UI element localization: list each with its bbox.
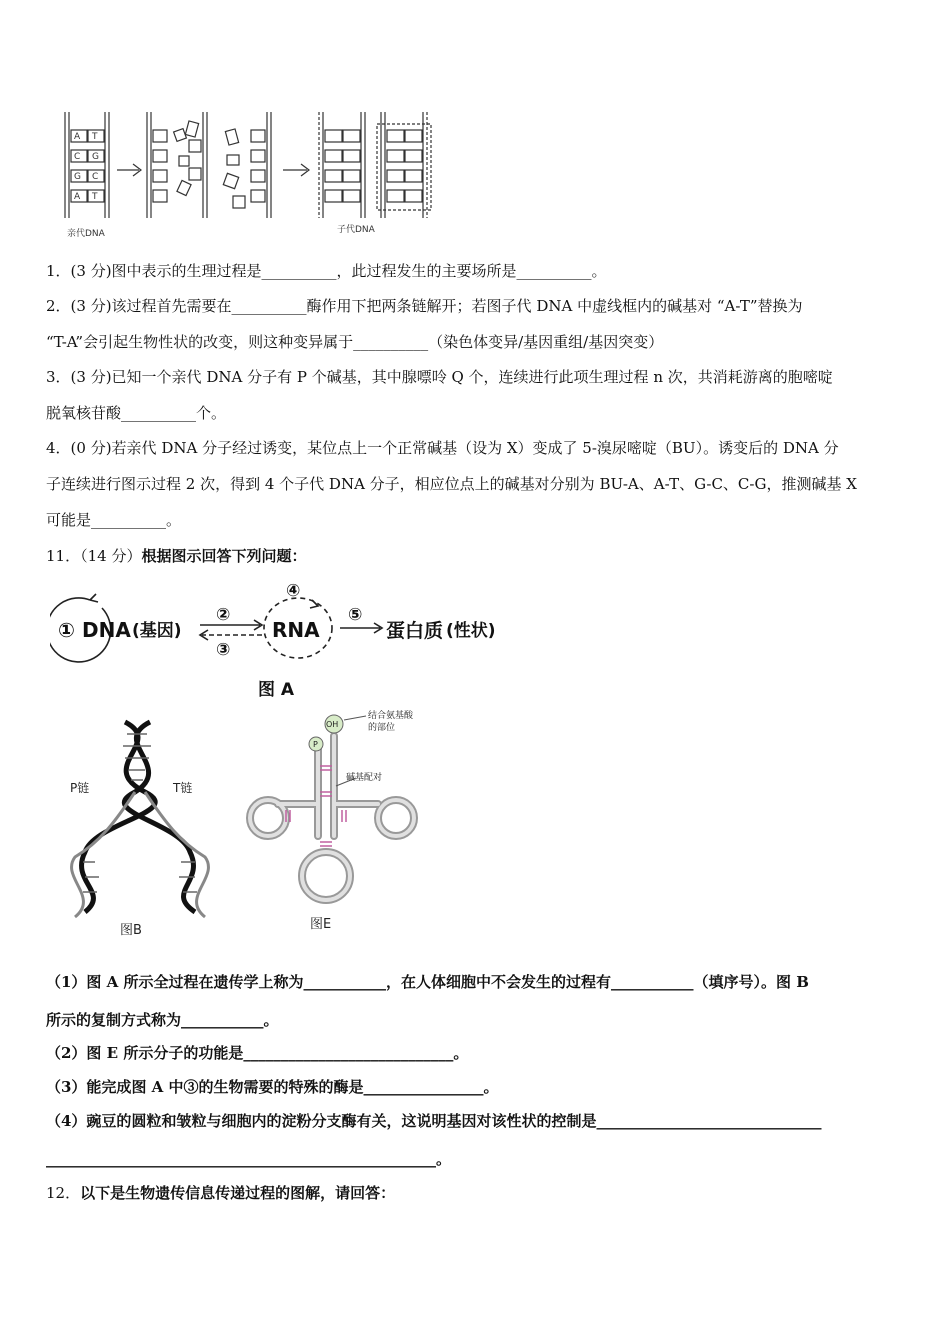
parent-dna-label: 亲代DNA <box>67 229 105 239</box>
q10-part4-line1: 4．(0 分)若亲代 DNA 分子经过诱变，某位点上一个正常碱基（设为 X）变成了 5-溴尿嘧啶（BU）。诱变后的 DNA 分 <box>46 439 839 457</box>
fig-a-caption: 图 A <box>258 680 295 700</box>
fig-e-caption: 图E <box>310 917 332 932</box>
free-nucleotides-diagram <box>223 112 271 218</box>
q12-number: 12． <box>46 1184 81 1202</box>
q10-part2-line1: 2．(3 分)该过程首先需要在__________酶作用下把两条链解开；若图子代 DNA 中虚线框内的碱基对 “A-T”替换为 <box>46 297 803 315</box>
q11-title: 根据图示回答下列问题： <box>141 547 307 565</box>
parent-base-g2: G <box>74 172 81 182</box>
q10-part4-line2: 子连续进行图示过程 2 次，得到 4 个子代 DNA 分子，相应位点上的碱基对分别为 BU-A、A-T、G-C、C-G，推测碱基 X <box>46 475 857 493</box>
child-dna-diagram <box>319 112 431 218</box>
parent-base-t2: T <box>92 192 98 202</box>
t-chain-label: T链 <box>173 781 193 795</box>
fig-a-protein: 蛋白质 <box>386 620 444 642</box>
fig-a-trait: (性状) <box>446 621 496 641</box>
q11-part2: （2）图 E 所示分子的功能是____________________________。 <box>46 1044 469 1062</box>
q11-part1-line2: 所示的复制方式称为___________。 <box>46 1011 279 1029</box>
fig-b-caption: 图B <box>120 923 142 938</box>
q10-part1: 1．(3 分)图中表示的生理过程是__________，此过程发生的主要场所是__________。 <box>46 262 607 280</box>
fig-a-circle-1: ① <box>58 618 75 642</box>
parent-base-c2: C <box>92 172 99 182</box>
oh-label: OH <box>326 720 339 729</box>
q11-part4-line2: ____________________________________________________。 <box>46 1150 452 1168</box>
q10-part2-line2: “T-A”会引起生物性状的改变，则这种变异属于__________（染色体变异/基因重组/基因突变） <box>46 333 664 351</box>
q10-part3-line2: 脱氧核苷酸__________个。 <box>46 404 227 422</box>
parent-base-t: T <box>92 132 98 142</box>
fig-a-rna: RNA <box>272 618 320 642</box>
q11-part1-line1: （1）图 A 所示全过程在遗传学上称为___________，在人体细胞中不会发生的过程有___________（填序号）。图 B <box>46 973 809 991</box>
dna-replication-figure <box>55 100 445 240</box>
q10-part3-line1: 3．(3 分)已知一个亲代 DNA 分子有 P 个碱基，其中腺嘌呤 Q 个，连续进行此项生理过程 n 次，共消耗游离的胞嘧啶 <box>46 368 833 386</box>
fig-a-dna: DNA <box>82 618 131 642</box>
aa-binding-site-label-1: 结合氨基酸 <box>368 711 414 721</box>
fig-a-circle-4: ④ <box>286 581 301 601</box>
q12-title: 以下是生物遗传信息传递过程的图解，请回答： <box>80 1184 396 1202</box>
unwinding-dna-diagram <box>147 112 207 218</box>
parent-dna-diagram <box>65 112 109 218</box>
parent-base-a: A <box>74 132 81 142</box>
parent-base-c: C <box>74 152 81 162</box>
q10-part4-line3: 可能是__________。 <box>46 511 182 529</box>
p-label: P <box>313 740 318 749</box>
figure-a-central-dogma <box>50 580 550 705</box>
fig-a-circle-5: ⑤ <box>348 605 363 625</box>
aa-binding-site-label-2: 的部位 <box>368 723 396 733</box>
child-dna-label: 子代DNA <box>337 225 375 235</box>
q11-part4-line1: （4）豌豆的圆粒和皱粒与细胞内的淀粉分支酶有关，这说明基因对该性状的控制是______________________________ <box>46 1112 822 1130</box>
q12-heading <box>46 1183 395 1203</box>
figure-b-dna-helix <box>55 712 230 942</box>
fig-a-gene: (基因) <box>132 621 182 641</box>
figure-e-trna <box>238 706 438 942</box>
base-pairing-label: 碱基配对 <box>346 773 383 783</box>
parent-base-a2: A <box>74 192 81 202</box>
fig-a-circle-3: ③ <box>216 640 231 660</box>
parent-base-g: G <box>92 152 99 162</box>
p-chain-label: P链 <box>70 781 90 795</box>
q11-part3: （3）能完成图 A 中③的生物需要的特殊的酶是________________。 <box>46 1078 499 1096</box>
q11-heading <box>46 546 306 566</box>
q11-number: 11．（14 分） <box>46 547 142 565</box>
fig-a-circle-2: ② <box>216 605 231 625</box>
